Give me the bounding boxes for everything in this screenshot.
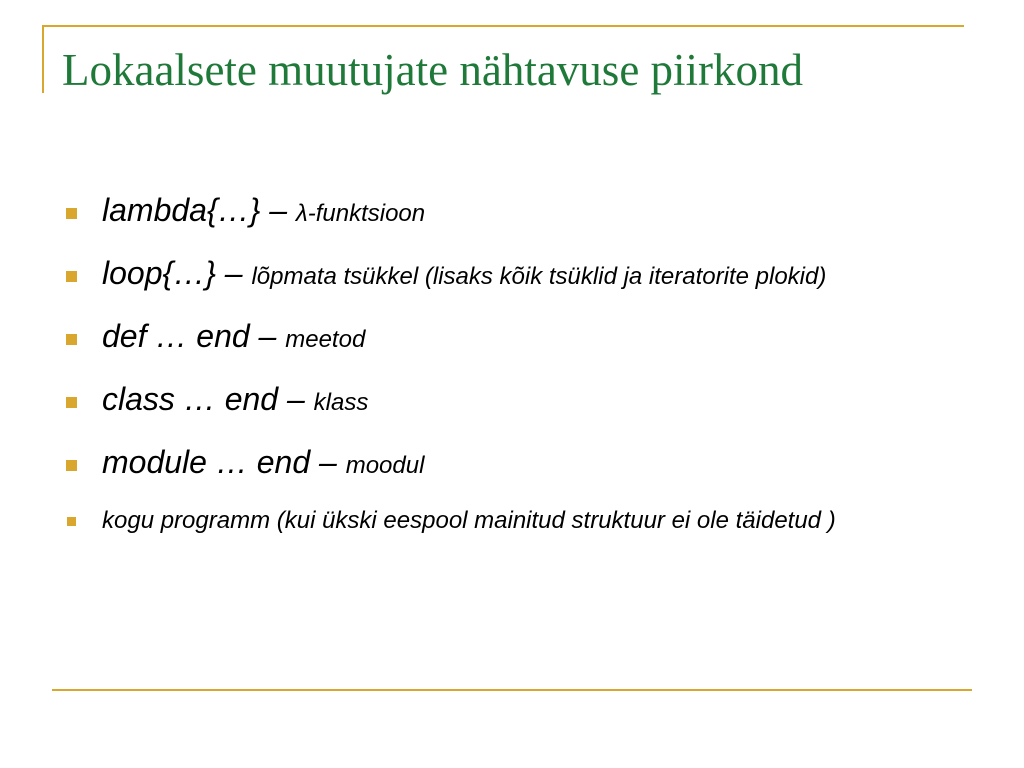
- square-bullet-icon: [66, 271, 77, 282]
- bullet-separator: –: [278, 381, 314, 417]
- frame-top-line: [42, 25, 964, 27]
- bullet-description: lõpmata tsükkel (lisaks kõik tsüklid ja iteratorite plokid): [251, 263, 827, 290]
- bullet-code: def … end: [102, 318, 250, 354]
- bullet-separator: –: [310, 444, 346, 480]
- bullet-code: loop{…}: [102, 255, 216, 291]
- frame-left-line: [42, 25, 44, 93]
- bullet-code: module … end: [102, 444, 311, 480]
- list-item: [62, 440, 962, 484]
- square-bullet-icon: [66, 460, 77, 471]
- square-bullet-icon: [66, 334, 77, 345]
- bullet-description: moodul: [345, 452, 425, 479]
- bullet-separator: –: [260, 192, 296, 228]
- bullet-code: class … end: [102, 381, 279, 417]
- square-bullet-icon: [66, 208, 77, 219]
- list-item: [62, 314, 962, 358]
- bullet-description: meetod: [285, 326, 366, 353]
- list-item: [62, 251, 962, 295]
- slide-title: Lokaalsete muutujate nähtavuse piirkond: [62, 45, 804, 95]
- bullet-separator: –: [215, 255, 252, 291]
- bullet-code: lambda{…}: [102, 192, 261, 228]
- bullet-description: λ-funktsioon: [295, 200, 426, 227]
- list-item: [62, 503, 962, 539]
- list-item: [62, 188, 962, 232]
- bullet-text: kogu programm (kui ükski eespool mainitud struktuur ei ole täidetud ): [102, 507, 836, 534]
- list-item: [62, 377, 962, 421]
- bullet-list: [62, 188, 962, 558]
- square-bullet-icon: [66, 397, 77, 408]
- square-bullet-icon: [67, 517, 76, 526]
- bullet-separator: –: [249, 318, 286, 354]
- frame-bottom-line: [52, 689, 972, 691]
- bullet-description: klass: [313, 389, 369, 416]
